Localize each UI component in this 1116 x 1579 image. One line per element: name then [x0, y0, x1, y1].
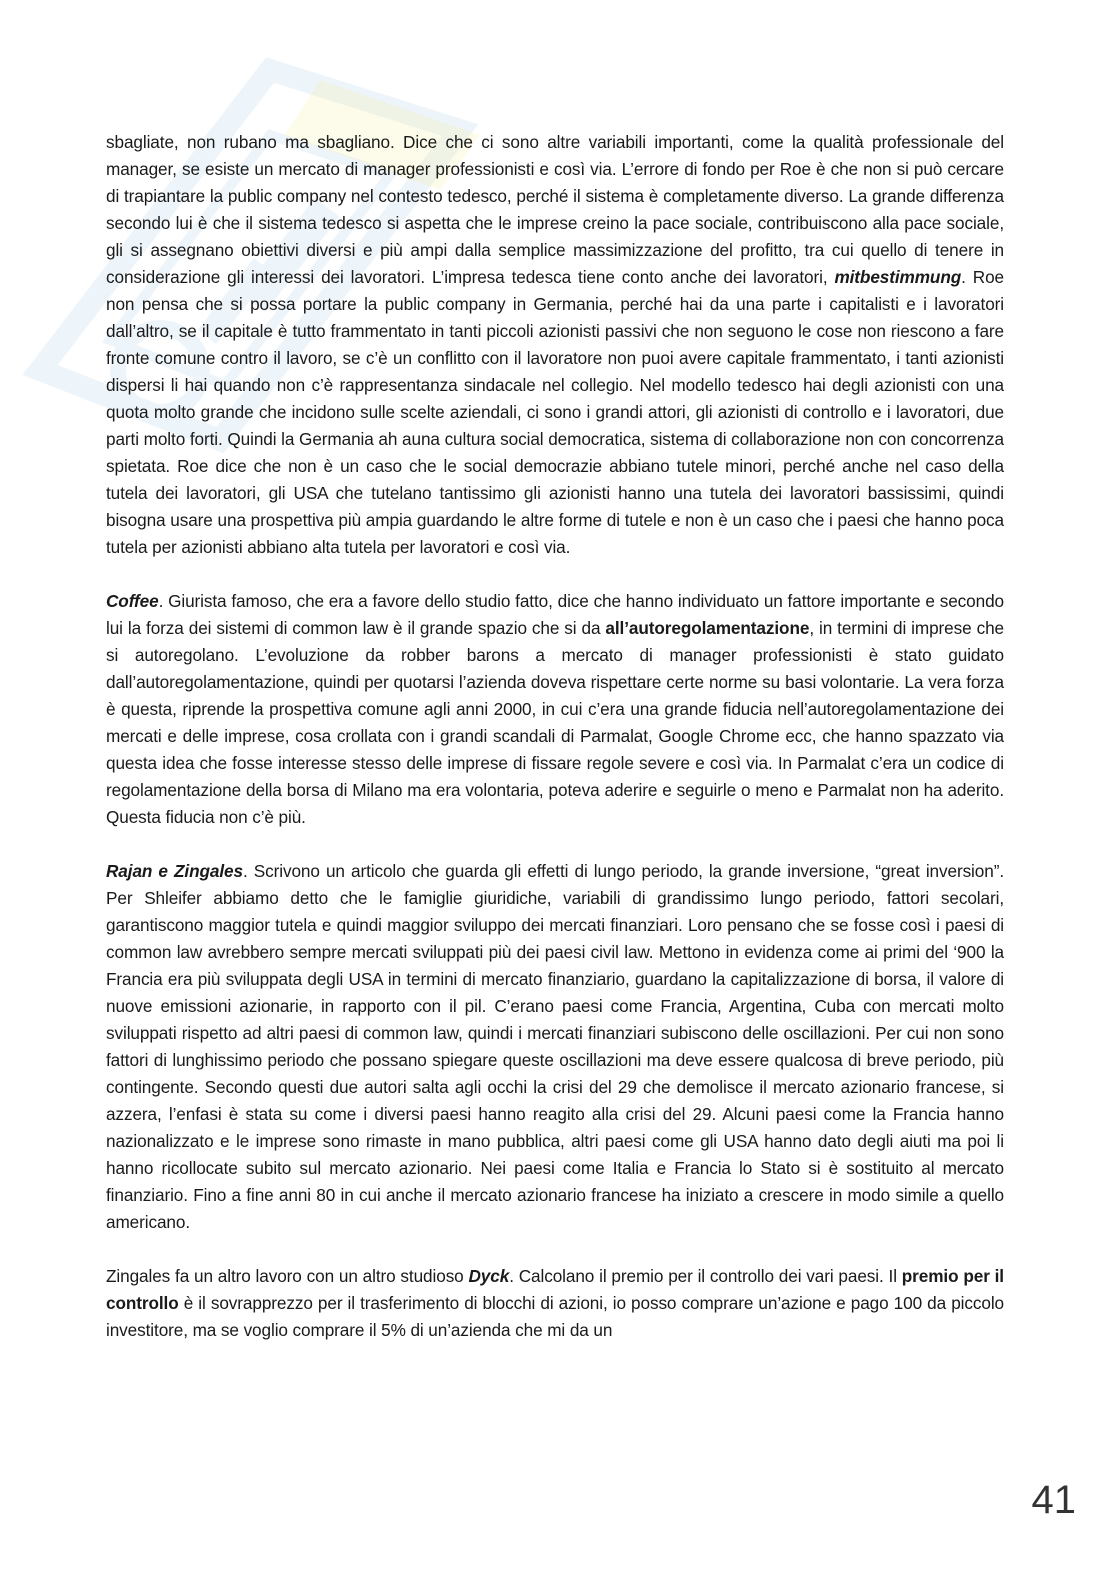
- page-number: 41: [1031, 1478, 1076, 1522]
- paragraph-rajan-zingales: [106, 858, 1004, 1236]
- author-rajan-zingales: Rajan e Zingales: [106, 861, 243, 881]
- author-coffee: Coffee: [106, 591, 159, 611]
- term-mitbestimmung: mitbestimmung: [834, 267, 962, 287]
- paragraph-roe-continued: [106, 129, 1004, 561]
- text-run: . Scrivono un articolo che guarda gli effetti di lungo periodo, la grande inversione, “great inversion”. Per Shleifer abbiamo detto che le famiglie giuridiche, variabili di grandissimo lungo periodo, fattori secolari, garantiscono maggior tutela e quindi maggior sviluppo dei mercati finanziari. Loro pensano che se fosse così i paesi di common law avrebbero sempre mercati sviluppati più dei paesi civil law. Mettono in evidenza come ai primi del ‘900 la Francia era più sviluppata degli USA in termini di mercato finanziario, guardano la capitalizzazione di borsa, il valore di nuove emissioni azionarie, in rapporto con il pil. C’erano paesi come Francia, Argentina, Cuba con mercati molto sviluppati rispetto ad altri paesi di common law, quindi i mercati finanziari subiscono delle oscillazioni. Per cui non sono fattori di lunghissimo periodo che possano spiegare queste oscillazioni ma deve essere qualcosa di breve periodo, più contingente. Secondo questi due autori salta agli occhi la crisi del 29 che demolisce il mercato azionario francese, si azzera, l’enfasi è stata su come i diversi paesi hanno reagito alla crisi del 29. Alcuni paesi come la Francia hanno nazionalizzato e le imprese sono rimaste in mano pubblica, altri paesi come gli USA hanno dato degli aiuti ma poi li hanno ricollocate subito sul mercato azionario. Nei paesi come Italia e Francia lo Stato si è sostituito al mercato finanziario. Fino a fine anni 80 in cui anche il mercato azionario francese ha iniziato a crescere in modo simile a quello americano.: [106, 861, 1004, 1232]
- text-run: . Roe non pensa che si possa portare la public company in Germania, perché hai da una parte i capitalisti e i lavoratori dall’altro, se il capitale è tutto frammentato in tanti piccoli azionisti passivi che non seguono le cose non riescono a fare fronte comune contro il lavoro, se c’è un conflitto con il lavoratore non puoi avere capitale frammentato, i tanti azionisti dispersi li hai quando non c’è rappresentanza sindacale nel collegio. Nel modello tedesco hai degli azionisti con una quota molto grande che incidono sulle scelte aziendali, ci sono i grandi attori, gli azionisti di controllo e i lavoratori, due parti molto forti. Quindi la Germania ah auna cultura social democratica, sistema di collaborazione non con concorrenza spietata. Roe dice che non è un caso che le social democrazie abbiano tutele minori, perché anche nel caso della tutela dei lavoratori, gli USA che tutelano tantissimo gli azionisti hanno una tutela dei lavoratori bassissimi, quindi bisogna usare una prospettiva più ampia guardando le altre forme di tutele e non è un caso che i paesi che hanno poca tutela per azionisti abbiano alta tutela per lavoratori e così via.: [106, 267, 1004, 557]
- paragraph-coffee: [106, 588, 1004, 831]
- text-run: , in termini di imprese che si autoregolano. L’evoluzione da robber barons a mercato di manager professionisti è stato guidato dall’autoregolamentazione, quindi per quotarsi l’azienda doveva rispettare certe norme su basi volontarie. La vera forza è questa, riprende la prospettiva comune agli anni 2000, in cui c’era una grande fiducia nell’autoregolamentazione dei mercati e delle imprese, cosa crollata con i grandi scandali di Parmalat, Google Chrome ecc, che hanno spazzato via questa idea che fosse interesse stesso delle imprese di fissare regole severe e così via. In Parmalat c’era un codice di regolamentazione della borsa di Milano ma era volontaria, poteva aderire e seguirle o meno e Parmalat non ha aderito. Questa fiducia non c’è più.: [106, 618, 1004, 827]
- term-premio-controllo: premio per il controllo: [106, 1266, 1004, 1313]
- text-run: sbagliate, non rubano ma sbagliano. Dice che ci sono altre variabili importanti, come la qualità professionale del manager, se esiste un mercato di manager professionisti e così via. L’errore di fondo per Roe è che non si può cercare di trapiantare la public company nel contesto tedesco, perché il sistema è completamente diverso. La grande differenza secondo lui è che il sistema tedesco si aspetta che le imprese creino la pace sociale, contribuiscono alla pace sociale, gli si assegnano obiettivi diversi e più ampi dalla semplice massimizzazione del profitto, tra cui quello di tenere in considerazione gli interessi dei lavoratori. L’impresa tedesca tiene conto anche dei lavoratori,: [106, 132, 1004, 287]
- author-dyck: Dyck: [468, 1266, 510, 1286]
- paragraph-dyck: [106, 1263, 1004, 1344]
- term-autoregolamentazione: all’autoregolamentazione: [605, 618, 810, 638]
- text-run: . Giurista famoso, che era a favore dello studio fatto, dice che hanno individuato un fattore importante e secondo lui la forza dei sistemi di common law è il grande spazio che si da: [106, 591, 1004, 638]
- text-run: è il sovrapprezzo per il trasferimento di blocchi di azioni, io posso comprare un’azione e pago 100 da piccolo investitore, ma se voglio comprare il 5% di un’azienda che mi da un: [106, 1293, 1004, 1340]
- text-run: . Calcolano il premio per il controllo dei vari paesi. Il: [509, 1266, 902, 1286]
- text-run: Zingales fa un altro lavoro con un altro studioso: [106, 1266, 469, 1286]
- page-body: [106, 129, 1004, 1371]
